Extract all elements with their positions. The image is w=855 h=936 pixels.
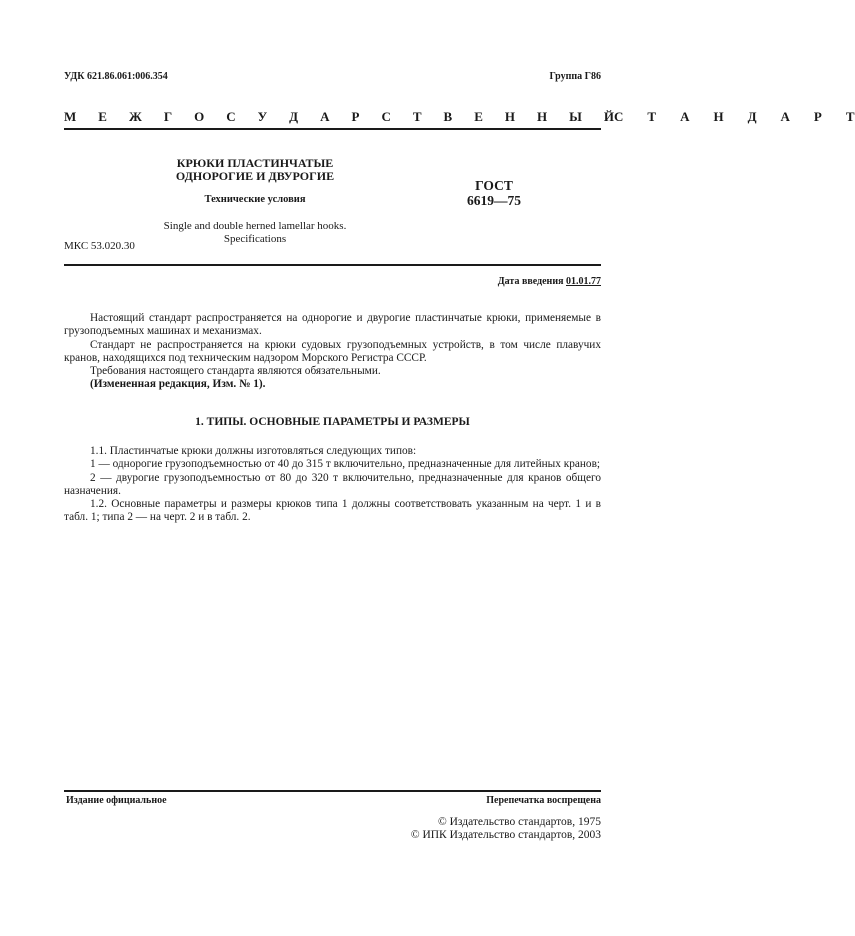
banner-letter: Ы <box>569 109 582 124</box>
banner-letter: Й <box>603 109 614 124</box>
official-edition: Издание официальное <box>66 795 167 806</box>
english-title-line1: Single and double herned lamellar hooks. <box>163 220 347 232</box>
banner-letter: Т <box>845 109 855 124</box>
banner-rule <box>64 128 601 130</box>
banner-letter: Г <box>163 109 173 124</box>
english-title-line2: Specifications <box>223 233 287 245</box>
banner-letter: Т <box>412 109 422 124</box>
intro-amendment-note: (Измененная редакция, Изм. № 1). <box>90 378 266 391</box>
gost-label: ГОСТ <box>475 178 513 193</box>
udk-code: УДК 621.86.061:006.354 <box>64 71 168 82</box>
banner-letter: Е <box>98 109 107 124</box>
copyright-1975: © Издательство стандартов, 1975 <box>437 816 601 828</box>
intro-date <box>498 276 601 287</box>
reprint-prohibited: Перепечатка воспрещена <box>486 795 601 806</box>
section-1-paragraph-3: 2 — двурогие грузоподъемностью от 80 до 320 т включительно, предназначенные для кранов общего назначения. <box>64 471 601 497</box>
banner-letter: Т <box>647 109 657 124</box>
banner-letter: Н <box>713 109 724 124</box>
banner-letter: Н <box>504 109 515 124</box>
intro-date-label: Дата введения <box>497 276 564 287</box>
document-title-line2: ОДНОРОГИЕ И ДВУРОГИЕ <box>175 169 335 183</box>
banner-letter: Р <box>813 109 822 124</box>
section-1-paragraph-1: 1.1. Пластинчатые крюки должны изготовляться следующих типов: <box>90 445 417 457</box>
gost-number: 6619—75 <box>467 193 521 208</box>
banner-letter: А <box>780 109 790 124</box>
banner-letter: А <box>320 109 330 124</box>
intro-paragraph-1: Настоящий стандарт распространяется на однорогие и двурогие пластинчатые крюки, применяемые в грузоподъемных машинах и механизмах. <box>64 312 601 338</box>
banner-letter: Р <box>351 109 360 124</box>
copyright-2003: © ИПК Издательство стандартов, 2003 <box>410 829 601 841</box>
intro-text <box>64 312 601 392</box>
document-title-line1: КРЮКИ ПЛАСТИНЧАТЫЕ <box>176 156 334 170</box>
banner-word-interstate <box>64 109 614 125</box>
section-1-paragraph-4: 1.2. Основные параметры и размеры крюков типа 1 должны соответствовать указанным на черт. 1 и в табл. 1; типа 2 — на черт. 2 и в табл. 2. <box>64 498 601 524</box>
banner-letter: С <box>226 109 236 124</box>
banner-letter: Е <box>474 109 483 124</box>
intro-paragraph-3: Требования настоящего стандарта являются обязательными. <box>90 365 381 378</box>
banner-letter: М <box>64 109 77 124</box>
banner-letter: Д <box>289 109 299 124</box>
banner-letter: С <box>614 109 624 124</box>
banner-letter: Д <box>747 109 757 124</box>
footer-rule <box>64 790 601 792</box>
section-1-text <box>64 445 601 525</box>
section-1-title: 1. ТИПЫ. ОСНОВНЫЕ ПАРАМЕТРЫ И РАЗМЕРЫ <box>195 416 470 428</box>
banner-letter: Ж <box>128 109 142 124</box>
banner-letter: Н <box>536 109 548 124</box>
title-rule <box>64 264 601 266</box>
intro-paragraph-2: Стандарт не распространяется на крюки судовых грузоподъемных устройств, в том числе плавучих кранов, находящихся под техническим надзором Морского Регистра СССР. <box>64 338 601 364</box>
banner-letter: А <box>680 109 690 124</box>
banner-letter: О <box>194 109 205 124</box>
mks-code: МКС 53.020.30 <box>64 240 135 252</box>
banner-letter: С <box>381 109 391 124</box>
banner-letter: У <box>257 109 268 124</box>
intro-date-value: 01.01.77 <box>566 276 601 287</box>
section-1-paragraph-2: 1 — однорогие грузоподъемностью от 40 до 315 т включительно, предназначенные для литейных кранов; <box>90 458 601 471</box>
standard-banner <box>64 109 855 125</box>
group-code: Группа Г86 <box>549 71 601 82</box>
banner-letter: В <box>443 109 453 124</box>
banner-word-standard <box>614 109 855 125</box>
document-subtitle: Технические условия <box>204 194 306 205</box>
